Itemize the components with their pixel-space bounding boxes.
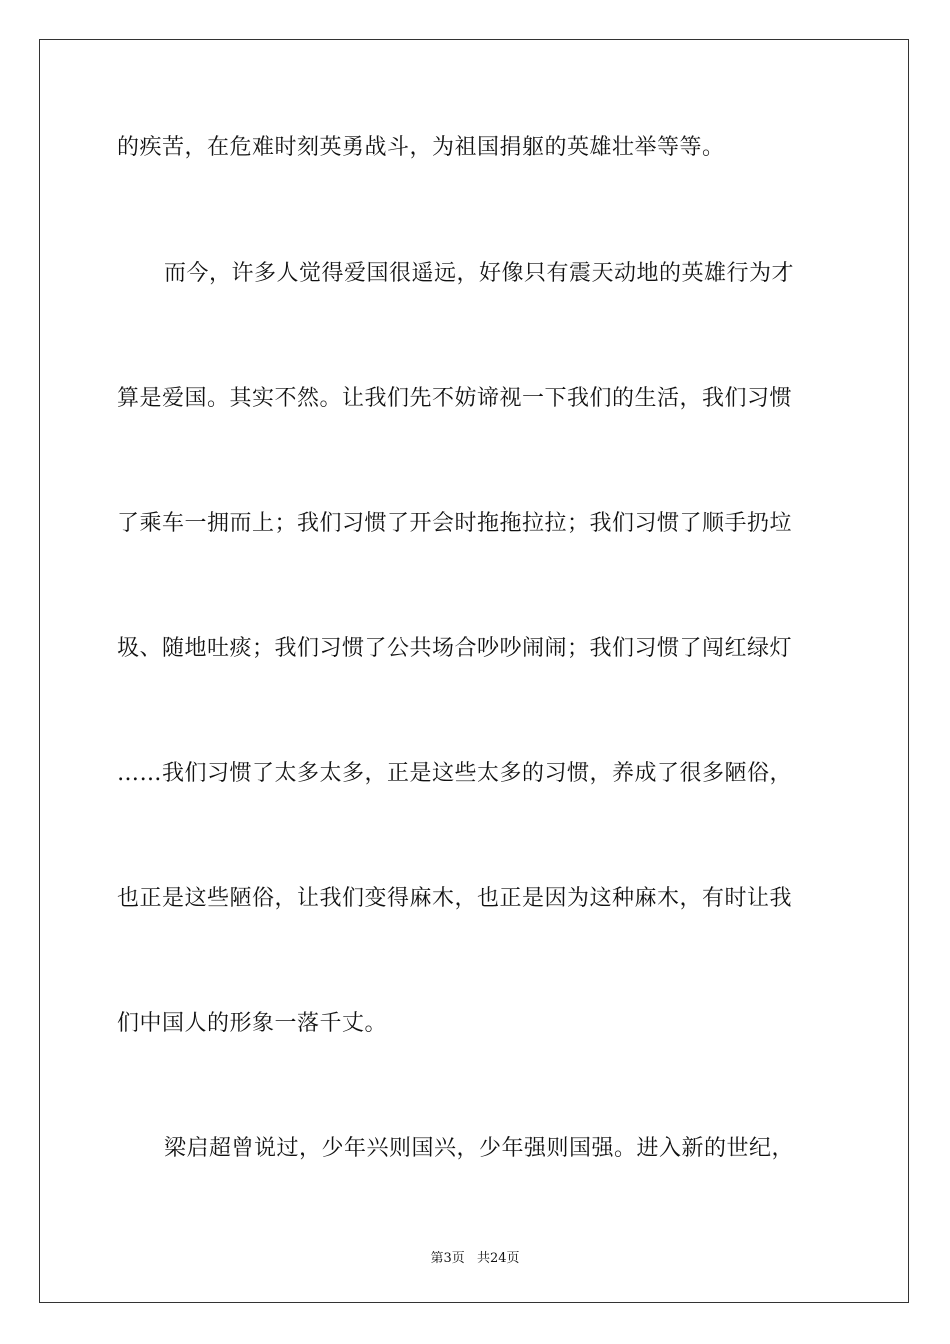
body-text-line: 而今，许多人觉得爱国很遥远，好像只有震天动地的英雄行为才 [164, 261, 795, 286]
page-frame [39, 39, 909, 1303]
body-text-line: 算是爱国。其实不然。让我们先不妨谛视一下我们的生活，我们习惯 [117, 386, 793, 411]
body-text-line: 了乘车一拥而上；我们习惯了开会时拖拖拉拉；我们习惯了顺手扔垃 [117, 511, 793, 536]
page-total: 共24页 [476, 1251, 520, 1266]
body-text-line: ……我们习惯了太多太多，正是这些太多的习惯，养成了很多陋俗， [117, 761, 793, 786]
body-text-line: 圾、随地吐痰；我们习惯了公共场合吵吵闹闹；我们习惯了闯红绿灯 [117, 636, 793, 661]
body-text-line: 梁启超曾说过，少年兴则国兴，少年强则国强。进入新的世纪， [164, 1136, 795, 1161]
body-text-line: 也正是这些陋俗，让我们变得麻木，也正是因为这种麻木，有时让我 [117, 886, 793, 911]
page-number: 第3页 [430, 1251, 465, 1266]
page-footer [0, 1247, 950, 1266]
body-text-line: 的疾苦，在危难时刻英勇战斗，为祖国捐躯的英雄壮举等等。 [117, 135, 725, 160]
body-text-line: 们中国人的形象一落千丈。 [117, 1011, 388, 1036]
